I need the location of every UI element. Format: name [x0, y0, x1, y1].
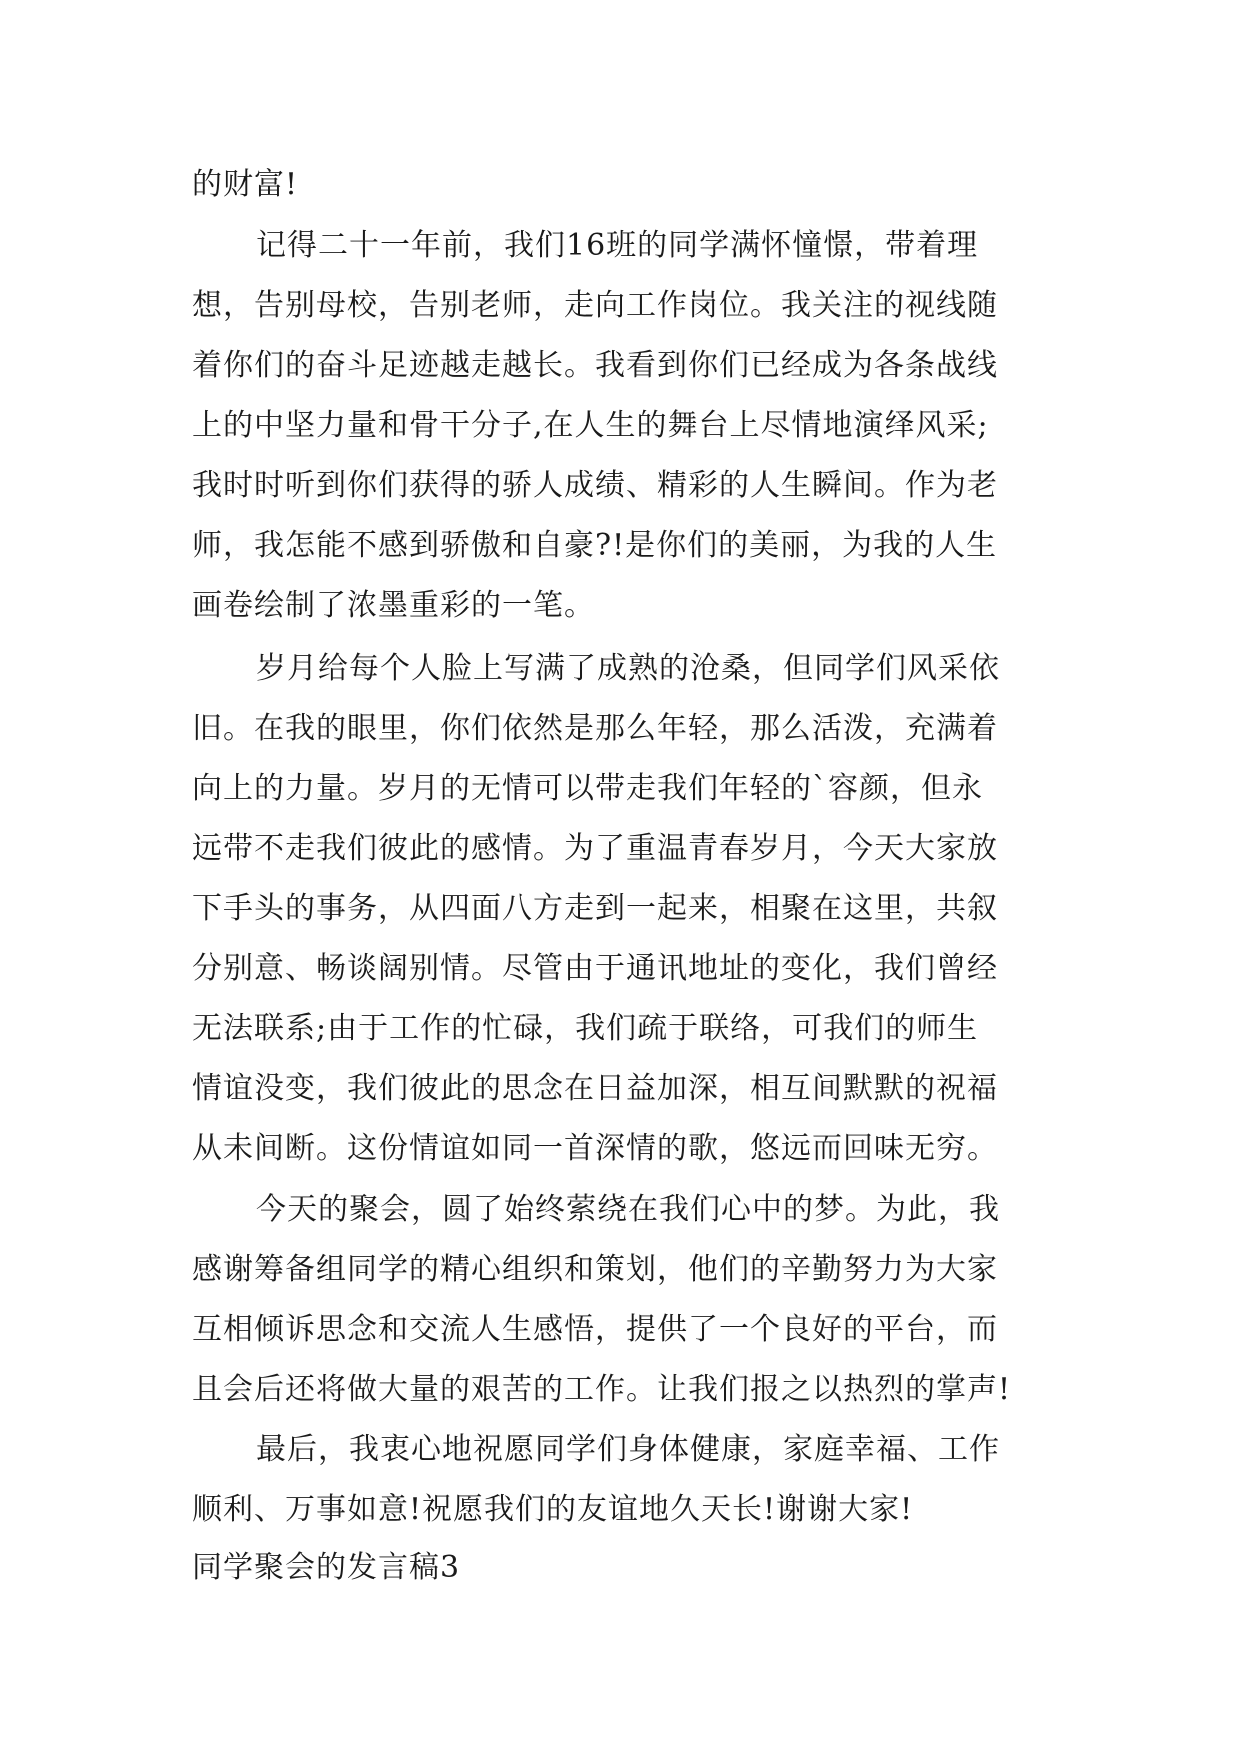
text-line: 无法联系;由于工作的忙碌，我们疏于联络，可我们的师生 — [192, 1011, 979, 1046]
text-line: 远带不走我们彼此的感情。为了重温青春岁月，今天大家放 — [192, 831, 998, 866]
paragraph-start-line: 今天的聚会，圆了始终萦绕在我们心中的梦。为此，我 — [256, 1192, 1000, 1227]
text-line: 我时时听到你们获得的骄人成绩、精彩的人生瞬间。作为老 — [192, 468, 998, 503]
section-heading: 同学聚会的发言稿3 — [192, 1550, 461, 1585]
text-line: 感谢筹备组同学的精心组织和策划，他们的辛勤努力为大家 — [192, 1252, 998, 1287]
text-line: 师，我怎能不感到骄傲和自豪?!是你们的美丽，为我的人生 — [192, 528, 998, 563]
text-line: 旧。在我的眼里，你们依然是那么年轻，那么活泼，充满着 — [192, 711, 998, 746]
text-line: 想，告别母校，告别老师，走向工作岗位。我关注的视线随 — [192, 288, 998, 323]
text-line: 顺利、万事如意!祝愿我们的友谊地久天长!谢谢大家! — [192, 1492, 914, 1527]
text-line: 向上的力量。岁月的无情可以带走我们年轻的`容颜，但永 — [192, 771, 983, 806]
text-line: 画卷绘制了浓墨重彩的一笔。 — [192, 588, 595, 623]
paragraph-start-line: 最后，我衷心地祝愿同学们身体健康，家庭幸福、工作 — [256, 1432, 1000, 1467]
text-line: 下手头的事务，从四面八方走到一起来，相聚在这里，共叙 — [192, 891, 998, 926]
paragraph-start-line: 记得二十一年前，我们16班的同学满怀憧憬，带着理 — [256, 228, 979, 263]
text-line: 从未间断。这份情谊如同一首深情的歌，悠远而回味无穷。 — [192, 1131, 998, 1166]
text-line: 情谊没变，我们彼此的思念在日益加深，相互间默默的祝福 — [192, 1071, 998, 1106]
paragraph-start-line: 岁月给每个人脸上写满了成熟的沧桑，但同学们风采依 — [256, 651, 1000, 686]
text-line: 且会后还将做大量的艰苦的工作。让我们报之以热烈的掌声! — [192, 1372, 1012, 1407]
text-line: 的财富! — [192, 167, 299, 202]
text-line: 分别意、畅谈阔别情。尽管由于通讯地址的变化，我们曾经 — [192, 951, 998, 986]
text-line: 上的中坚力量和骨干分子,在人生的舞台上尽情地演绎风采; — [192, 408, 989, 443]
text-line: 互相倾诉思念和交流人生感悟，提供了一个良好的平台，而 — [192, 1312, 998, 1347]
text-line: 着你们的奋斗足迹越走越长。我看到你们已经成为各条战线 — [192, 348, 998, 383]
